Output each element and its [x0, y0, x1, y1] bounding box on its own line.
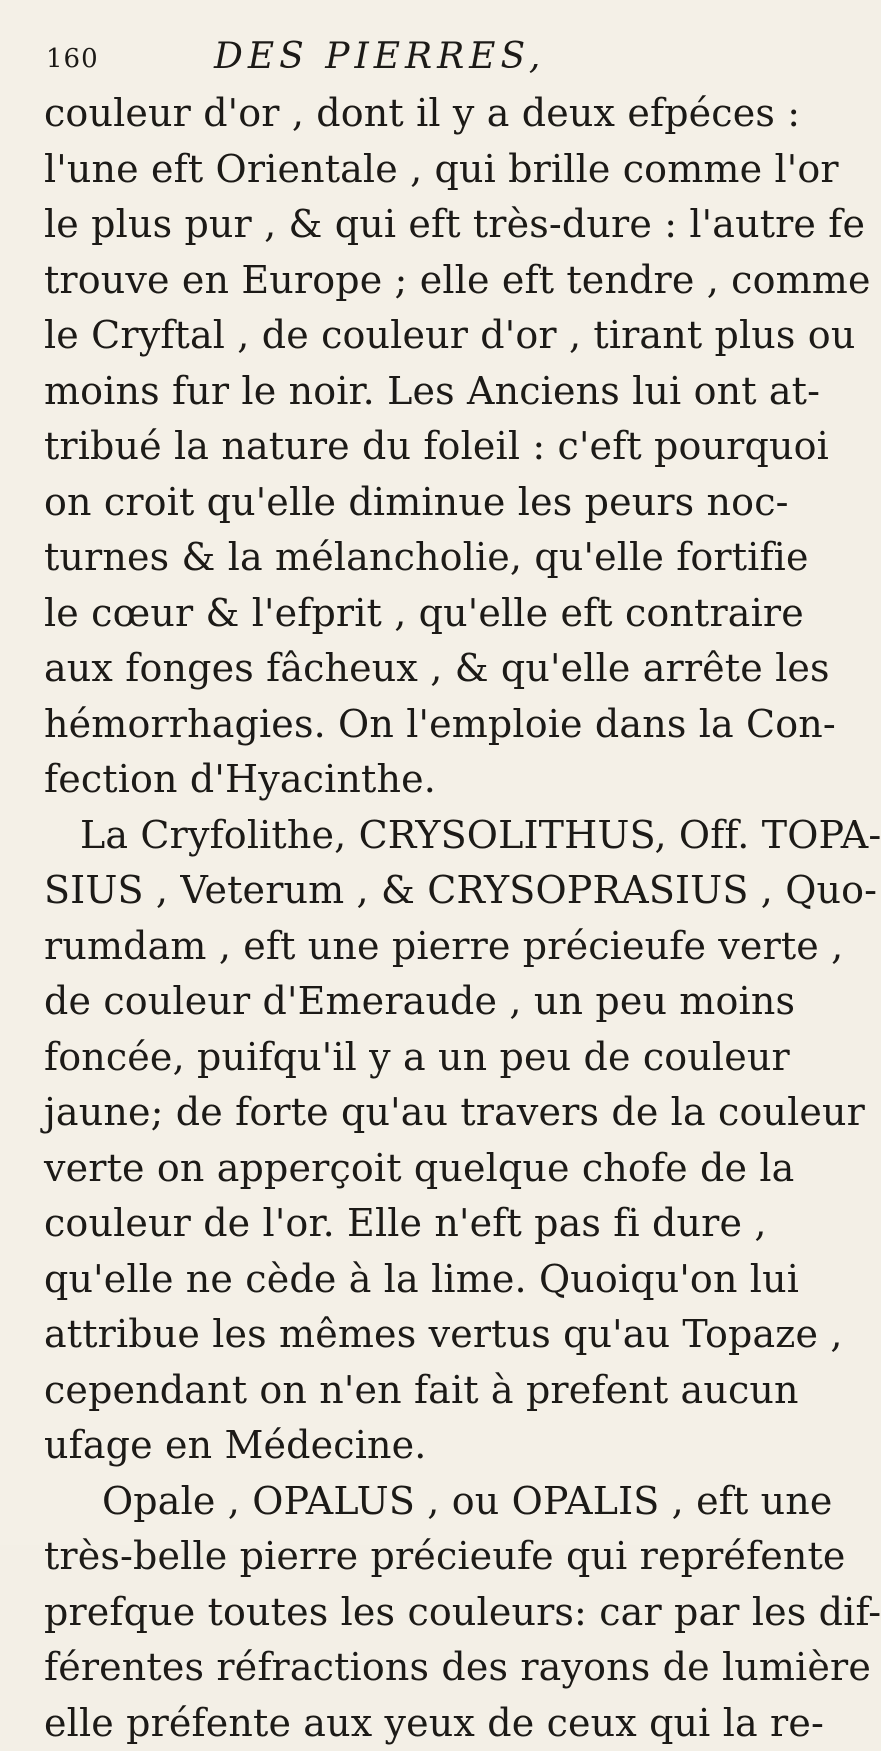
paragraph-start-line: Opale , OPALUS , ou OPALIS , eft une [44, 1474, 780, 1530]
text-line: très-belle pierre précieufe qui repréfente [44, 1529, 780, 1585]
text-line: le cœur & l'efprit , qu'elle eft contraire [44, 586, 780, 642]
text-line: qu'elle ne cède à la lime. Quoiqu'on lui [44, 1252, 780, 1308]
text-line: le plus pur , & qui eft très-dure : l'autre fe [44, 197, 780, 253]
text-line: ufage en Médecine. [44, 1418, 780, 1474]
text-line: cependant on n'en fait à prefent aucun [44, 1363, 780, 1419]
text-line: tribué la nature du foleil : c'eft pourquoi [44, 419, 780, 475]
text-line: foncée, puifqu'il y a un peu de couleur [44, 1030, 780, 1086]
text-line: jaune; de forte qu'au travers de la couleur [44, 1085, 780, 1141]
paragraph-start-line: La Cryfolithe, CRYSOLITHUS, Off. TOPA- [44, 808, 780, 864]
text-line: rumdam , eft une pierre précieufe verte , [44, 919, 780, 975]
text-line: moins fur le noir. Les Anciens lui ont at- [44, 364, 780, 420]
text-line: l'une eft Orientale , qui brille comme l'or [44, 142, 780, 198]
text-line: couleur d'or , dont il y a deux efpéces : [44, 86, 780, 142]
text-line: prefque toutes les couleurs: car par les dif- [44, 1585, 780, 1641]
text-line: verte on apperçoit quelque chofe de la [44, 1141, 780, 1197]
text-line: férentes réfractions des rayons de lumière [44, 1640, 780, 1696]
text-line: elle préfente aux yeux de ceux qui la re- [44, 1696, 780, 1751]
text-line: couleur de l'or. Elle n'eft pas fi dure , [44, 1196, 780, 1252]
text-line: hémorrhagies. On l'emploie dans la Con- [44, 697, 780, 753]
text-line: le Cryftal , de couleur d'or , tirant plus ou [44, 308, 780, 364]
running-title: DES PIERRES, [214, 36, 545, 77]
text-line: on croit qu'elle diminue les peurs noc- [44, 475, 780, 531]
text-line: attribue les mêmes vertus qu'au Topaze , [44, 1307, 780, 1363]
text-line: trouve en Europe ; elle eft tendre , comme [44, 253, 780, 309]
text-line: fection d'Hyacinthe. [44, 752, 780, 808]
body-text [44, 86, 780, 1751]
text-line: aux fonges fâcheux , & qu'elle arrête les [44, 641, 780, 697]
text-line: de couleur d'Emeraude , un peu moins [44, 974, 780, 1030]
page-header [44, 36, 780, 88]
page-number: 160 [46, 44, 99, 74]
text-line: SIUS , Veterum , & CRYSOPRASIUS , Quo- [44, 863, 780, 919]
text-line: turnes & la mélancholie, qu'elle fortifie [44, 530, 780, 586]
